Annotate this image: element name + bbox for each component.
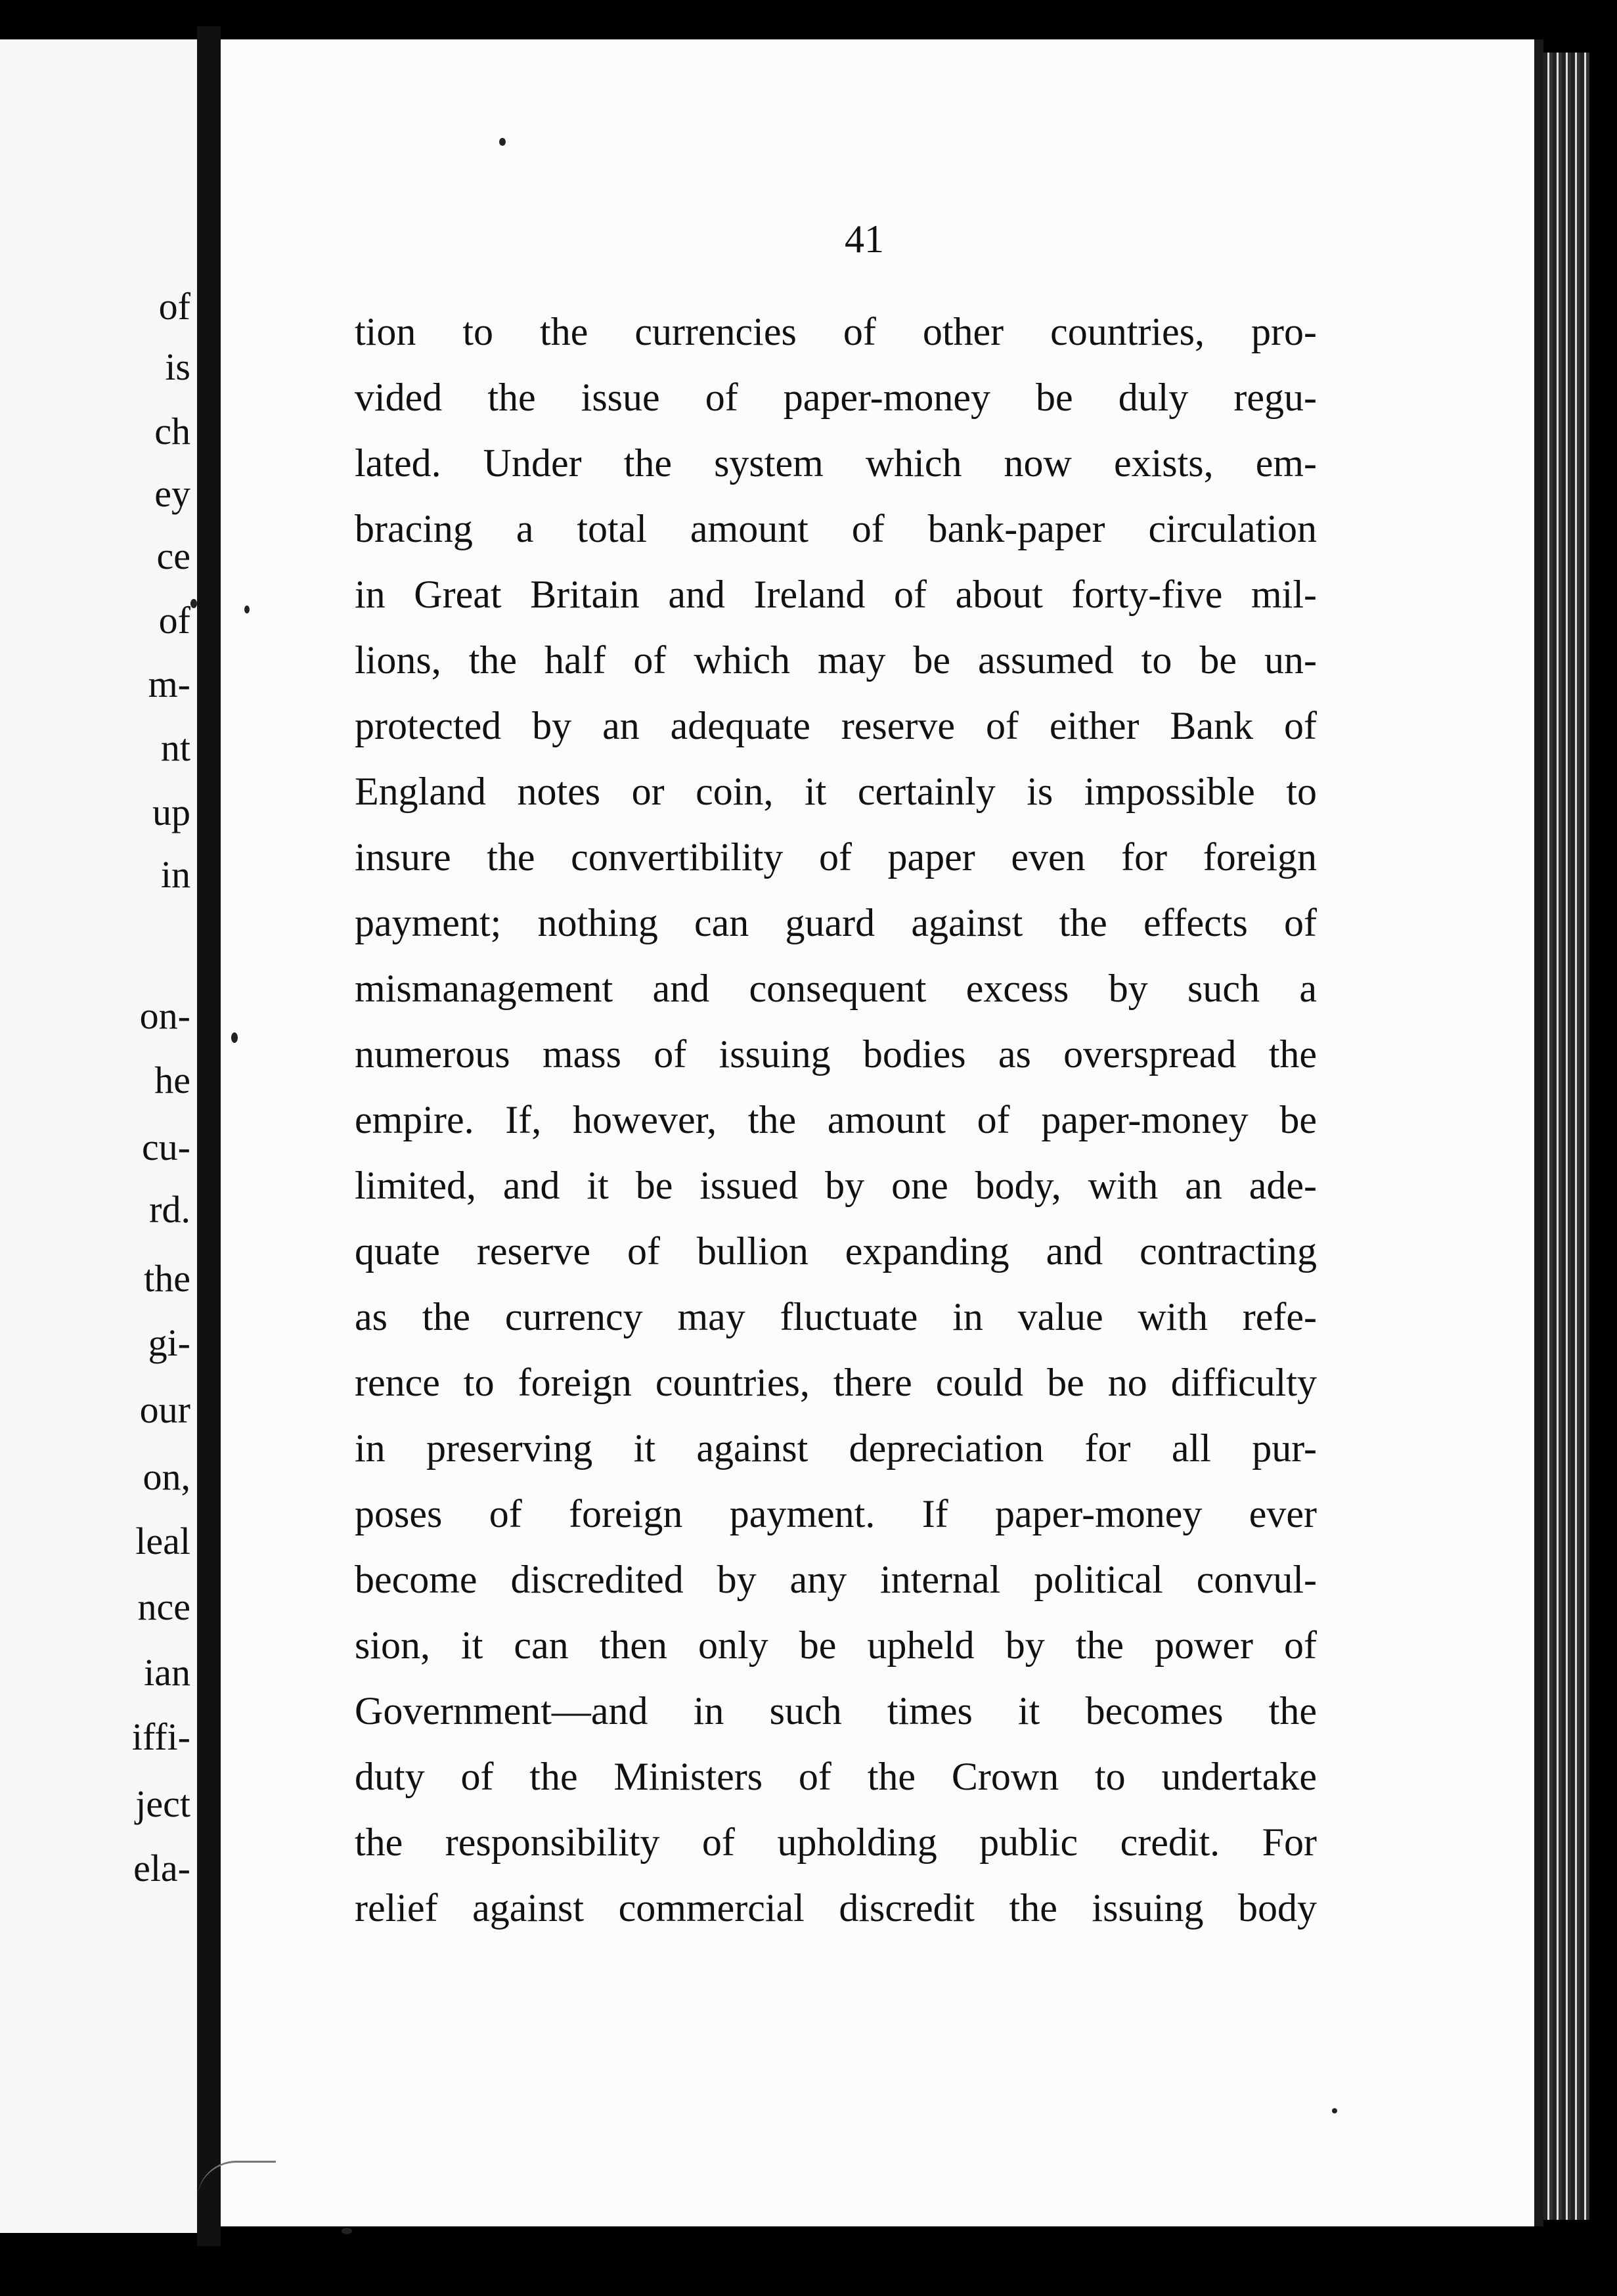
- left-fragment: ch: [154, 410, 190, 453]
- left-fragment: m-: [148, 663, 190, 705]
- left-fragment: of: [158, 599, 190, 642]
- text-line: vided the issue of paper-money be duly regu-: [355, 376, 1317, 419]
- text-line: lions, the half of which may be assumed to be un-: [355, 638, 1317, 682]
- left-fragment: is: [165, 345, 190, 388]
- text-line: England notes or coin, it certainly is impossible to: [355, 770, 1317, 813]
- left-fragment: nce: [137, 1585, 190, 1628]
- paper-speck: [231, 1032, 238, 1043]
- left-fragment: ela-: [133, 1847, 190, 1889]
- text-line: protected by an adequate reserve of either Bank of: [355, 704, 1317, 747]
- left-fragment: up: [152, 791, 190, 833]
- text-line: quate reserve of bullion expanding and contracting: [355, 1229, 1317, 1273]
- left-fragment: iffi-: [131, 1715, 190, 1758]
- text-line: duty of the Ministers of the Crown to undertake: [355, 1755, 1317, 1798]
- left-fragment: ey: [154, 472, 190, 515]
- text-line: empire. If, however, the amount of paper-money be: [355, 1098, 1317, 1141]
- text-line: insure the convertibility of paper even for foreign: [355, 835, 1317, 879]
- left-fragment: cu-: [141, 1126, 190, 1168]
- left-fragment: of: [158, 285, 190, 328]
- text-line: sion, it can then only be upheld by the power of: [355, 1623, 1317, 1667]
- left-fragment: the: [144, 1257, 190, 1300]
- left-fragment: he: [154, 1059, 190, 1101]
- text-line: poses of foreign payment. If paper-money ever: [355, 1492, 1317, 1535]
- left-fragment: ce: [156, 535, 190, 577]
- text-line: limited, and it be issued by one body, with an ade-: [355, 1164, 1317, 1207]
- text-line: in Great Britain and Ireland of about forty-five mil-: [355, 573, 1317, 616]
- left-fragment: in: [160, 853, 190, 896]
- text-line: mismanagement and consequent excess by such a: [355, 967, 1317, 1010]
- text-line: in preserving it against depreciation for all pur-: [355, 1426, 1317, 1470]
- left-fragment: on-: [139, 994, 190, 1037]
- left-fragment: ject: [135, 1782, 190, 1825]
- left-fragment: gi-: [148, 1321, 190, 1364]
- left-fragment: nt: [160, 726, 190, 769]
- left-fragment: leal: [135, 1520, 190, 1562]
- text-line: rence to foreign countries, there could be no difficulty: [355, 1361, 1317, 1404]
- text-line: relief against commercial discredit the issuing body: [355, 1886, 1317, 1930]
- left-fragment: our: [139, 1388, 190, 1431]
- text-line: Government—and in such times it becomes the: [355, 1689, 1317, 1733]
- paper-speck: [342, 2228, 352, 2234]
- text-line: lated. Under the system which now exists, em-: [355, 441, 1317, 485]
- text-line: the responsibility of upholding public credit. For: [355, 1821, 1317, 1864]
- book-gutter: [197, 26, 221, 2246]
- text-line: payment; nothing can guard against the effects of: [355, 901, 1317, 944]
- left-fragment: rd.: [149, 1188, 190, 1231]
- text-line: tion to the currencies of other countries, pro-: [355, 310, 1317, 353]
- left-fragment: ian: [144, 1651, 190, 1694]
- left-fragment: on,: [143, 1455, 190, 1498]
- text-line: as the currency may fluctuate in value with refe-: [355, 1295, 1317, 1338]
- page-edges: [1543, 53, 1589, 2220]
- page-body-text: [355, 299, 1317, 1941]
- text-line: numerous mass of issuing bodies as overspread the: [355, 1032, 1317, 1076]
- text-line: become discredited by any internal political convul-: [355, 1558, 1317, 1601]
- paper-speck: [499, 138, 506, 146]
- paper-speck: [244, 606, 250, 613]
- paper-speck: [1332, 2108, 1337, 2113]
- page-number: 41: [845, 217, 884, 261]
- text-line: bracing a total amount of bank-paper circulation: [355, 507, 1317, 550]
- paper-speck: [190, 599, 197, 608]
